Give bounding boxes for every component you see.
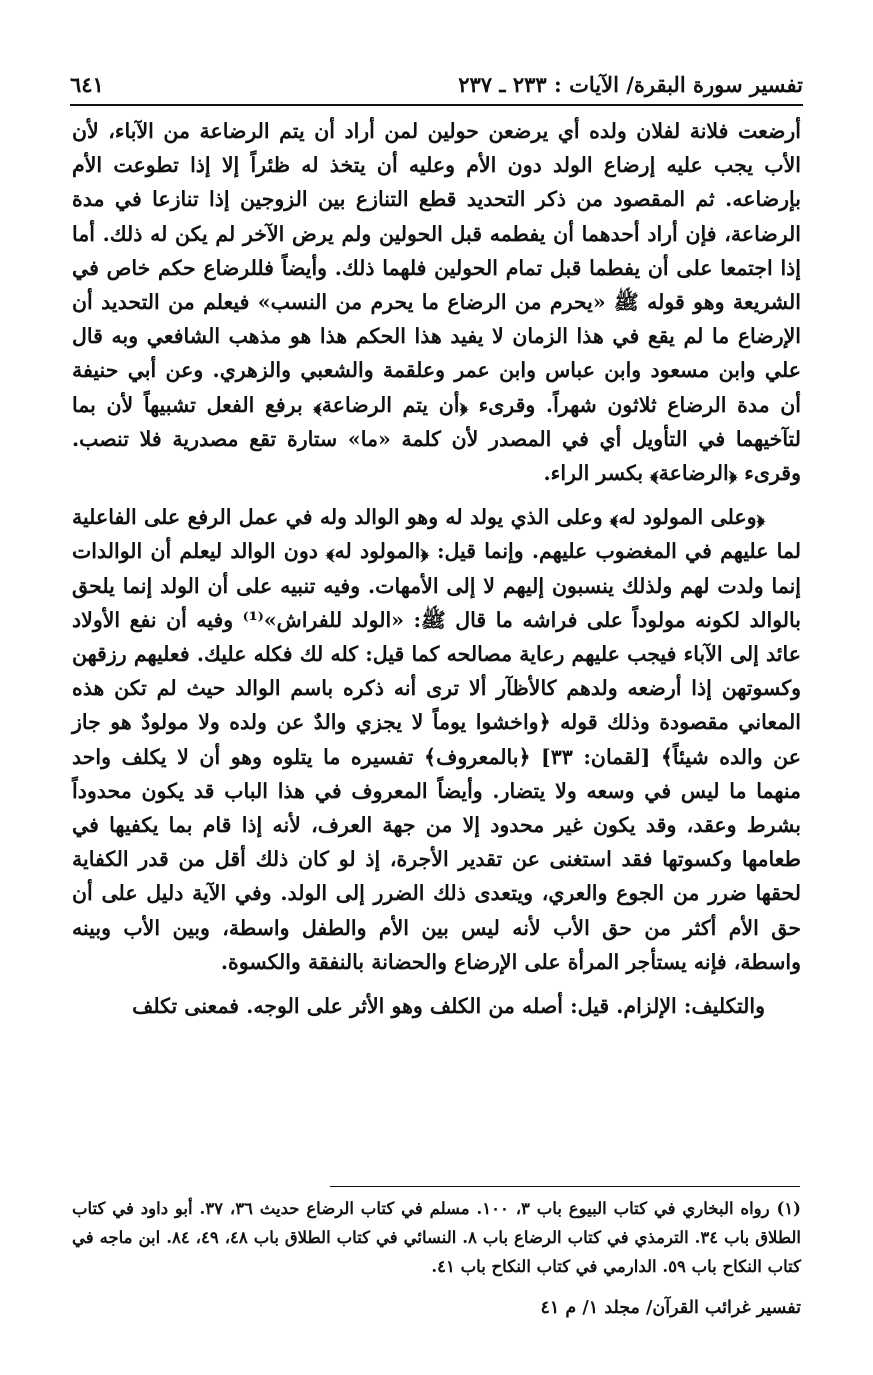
- signature-mark: تفسير غرائب القرآن/ مجلد ١/ م ٤١: [540, 1298, 801, 1318]
- footnotes: [72, 1194, 801, 1281]
- header-title: تفسير سورة البقرة/ الآيات : ٢٣٣ ـ ٢٣٧: [458, 71, 803, 97]
- footnote: (١) رواه البخاري في كتاب البيوع باب ٣، ١٠٠. مسلم في كتاب الرضاع حديث ٣٦، ٣٧. أبو داود في كتاب الطلاق باب ٣٤. الترمذي في كتاب الرضاع باب ٨. النسائي في كتاب الطلاق باب ٤٨، ٤٩، ٨٤. ابن ماجه في كتاب النكاح باب ٥٩. الدارمي في كتاب النكاح باب ٤١.: [72, 1199, 802, 1276]
- main-text: [72, 114, 801, 1023]
- footnote-rule: [330, 1186, 800, 1187]
- running-header: [70, 66, 803, 102]
- paragraph: أرضعت فلانة لفلان ولده أي يرضعن حولين لمن أراد أن يتم الرضاعة من الآباء، لأن الأب يجب عليه إرضاع الولد دون الأم وعليه أن يتخذ له ظئراً إلا إذا تطوعت الأم بإرضاعه. ثم المقصود من ذكر التحديد قطع التنازع بين الزوجين إذا تنازعا في مدة الرضاعة، فإن أراد أحدهما أن يفطمه قبل الحولين ولم يرض الآخر لم يكن له ذلك. أما إذا اجتمعا على أن يفطما قبل تمام الحولين فلهما ذلك. وأيضاً فللرضاع حكم خاص في الشريعة وهو قوله ﷺ «يحرم من الرضاع ما يحرم من النسب» فيعلم من التحديد أن الإرضاع ما لم يقع في هذا الزمان لا يفيد هذا الحكم هذا هو مذهب الشافعي وبه قال علي وابن مسعود وابن عباس وابن عمر وعلقمة والشعبي والزهري. وعن أبي حنيفة أن مدة الرضاع ثلاثون شهراً. وقرىء ﴿أن يتم الرضاعة﴾ برفع الفعل تشبيهاً لأن بما لتآخيهما في التأويل أي في المصدر لأن كلمة «ما» ستارة تقع مصدرية فلا تنصب. وقرىء ﴿الرضاعة﴾ بكسر الراء.: [72, 119, 801, 486]
- paragraph: والتكليف: الإلزام. قيل: أصله من الكلف وهو الأثر على الوجه. فمعنى تكلف: [132, 994, 765, 1019]
- paragraph: ﴿وعلى المولود له﴾ وعلى الذي يولد له وهو الوالد وله في عمل الرفع على الفاعلية لما عليهم في المغضوب عليهم. وإنما قيل: ﴿المولود له﴾ دون الوالد ليعلم أن الوالدات إنما ولدت لهم ولذلك ينسبون إليهم لا إلى الأمهات. وفيه تنبيه على أن الولد إنما يلحق بالوالد لكونه مولوداً على فراشه ما قال ﷺ: «الولد للفراش»⁽¹⁾ وفيه أن نفع الأولاد عائد إلى الآباء فيجب عليهم رعاية مصالحه كما قيل: كله لك فكله عليك. فعليهم رزقهن وكسوتهن إذا أرضعه ولدهم كالأظآر ألا ترى أنه ذكره باسم الوالد حيث لم تكن هذه المعاني مقصودة وذلك قوله ﴿واخشوا يوماً لا يجزي والدٌ عن ولده ولا مولودٌ هو جاز عن والده شيئاً﴾ [لقمان: ٣٣] ﴿بالمعروف﴾ تفسيره ما يتلوه وهو أن لا يكلف واحد منهما ما ليس في وسعه ولا يتضار. وأيضاً المعروف في هذا الباب قد يكون محدوداً بشرط وعقد، وقد يكون غير محدود إلا من جهة العرف، لأنه إذا قام بما يكفيها في طعامها وكسوتها فقد استغنى عن تقدير الأجرة، إذ لو كان ذلك أقل من قدر الكفاية لحقها ضرر من الجوع والعري، ويتعدى ذلك الضرر إلى الولد. وفي الآية دليل على أن حق الأم أكثر من حق الأب لأنه ليس بين الأم والطفل واسطة، وبين الأب وبينه واسطة، فإنه يستأجر المرأة على الإرضاع والحضانة بالنفقة والكسوة.: [72, 505, 802, 974]
- header-rule: [70, 104, 803, 106]
- page-number: ٦٤١: [70, 71, 104, 97]
